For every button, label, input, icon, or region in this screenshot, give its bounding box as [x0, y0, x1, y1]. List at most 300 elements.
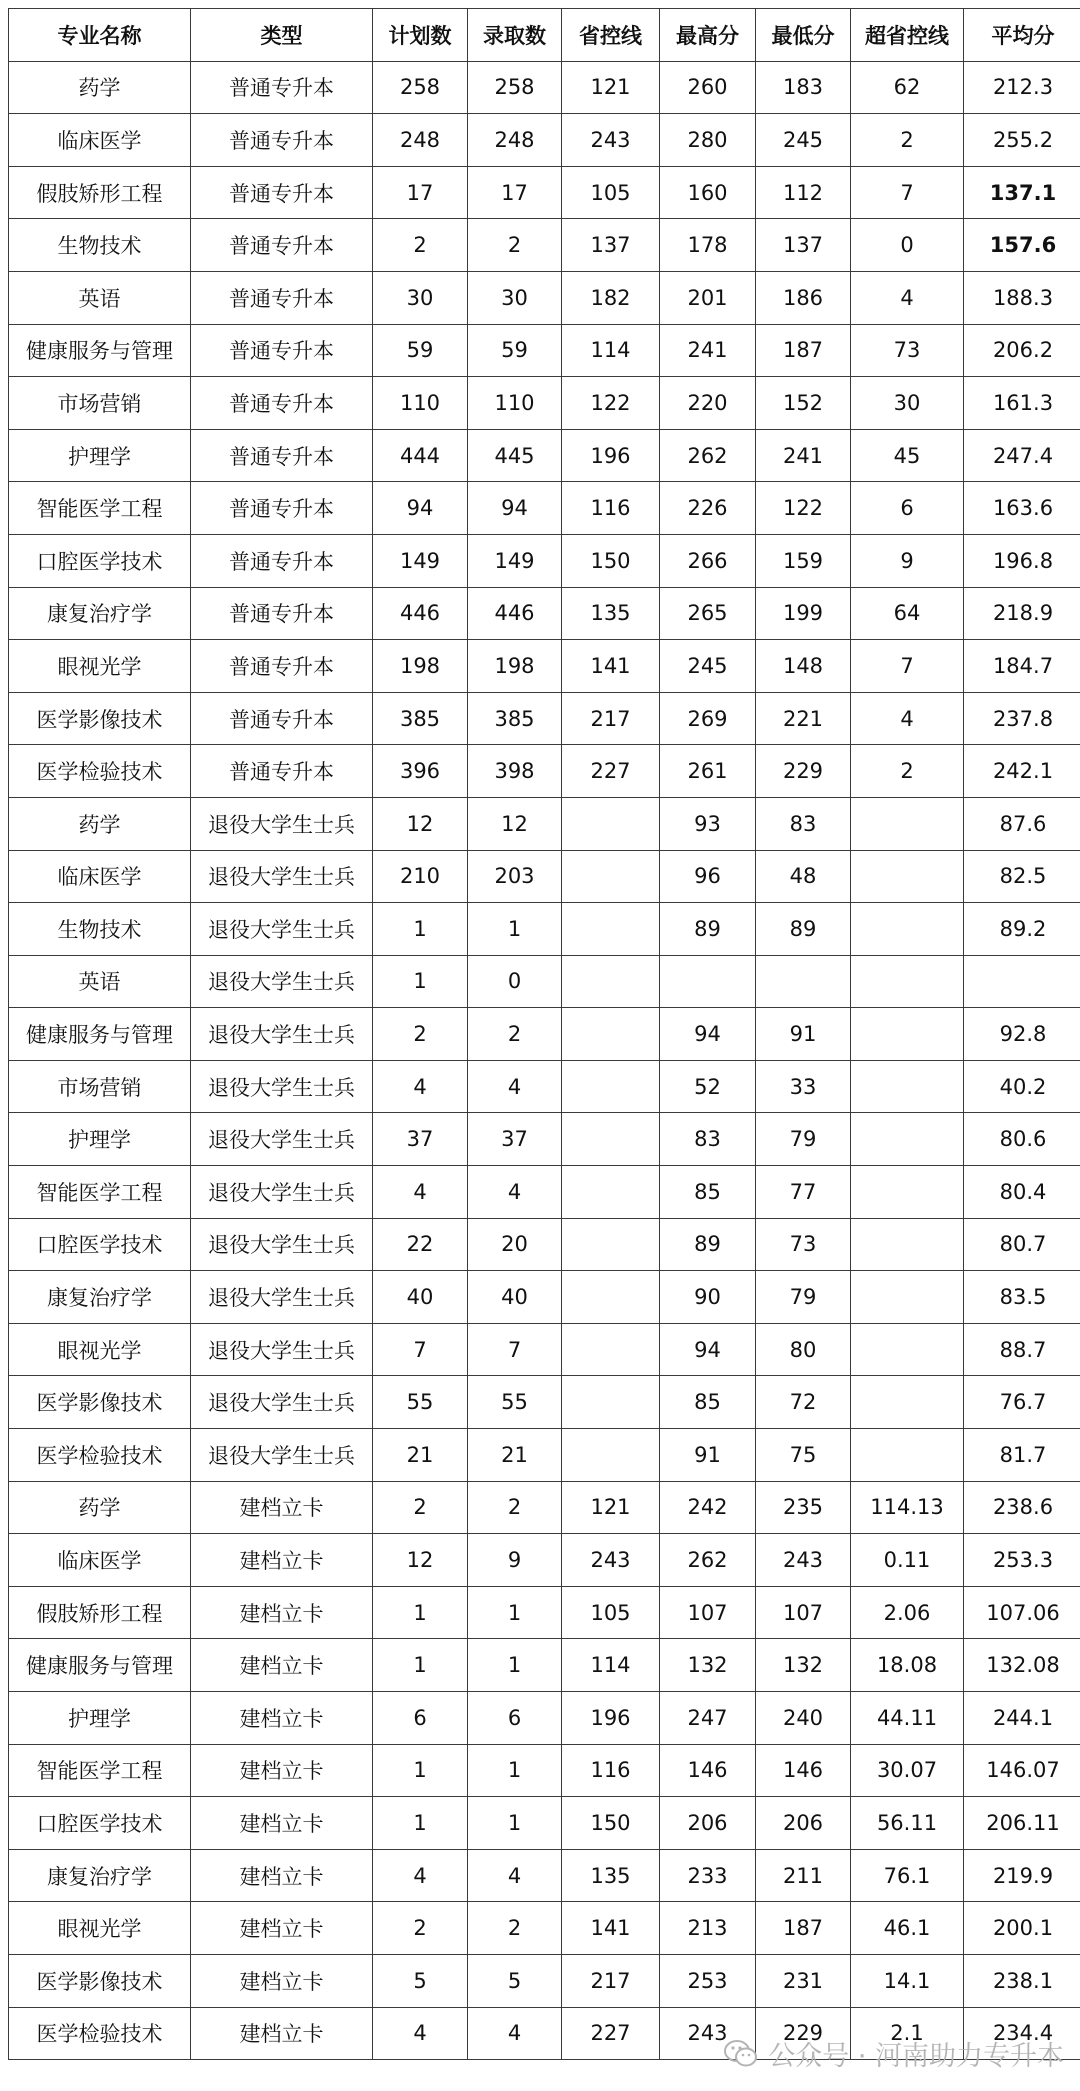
- cell-min-score: 221: [756, 692, 851, 745]
- cell-control-line: 141: [562, 640, 660, 693]
- cell-type: 建档立卡: [191, 1902, 373, 1955]
- cell-major: 口腔医学技术: [9, 1797, 191, 1850]
- cell-avg-score: 83.5: [964, 1271, 1080, 1324]
- cell-type: 退役大学生士兵: [191, 903, 373, 956]
- cell-planned: 5: [373, 1954, 468, 2007]
- cell-planned: 1: [373, 955, 468, 1008]
- cell-major: 英语: [9, 955, 191, 1008]
- cell-max-score: 280: [660, 114, 756, 167]
- cell-control-line: [562, 903, 660, 956]
- cell-major: 假肢矫形工程: [9, 1586, 191, 1639]
- cell-above-line: [851, 1429, 964, 1482]
- cell-avg-score: 218.9: [964, 587, 1080, 640]
- table-row: [9, 1744, 1080, 1797]
- cell-type: 退役大学生士兵: [191, 1218, 373, 1271]
- cell-above-line: 114.13: [851, 1481, 964, 1534]
- cell-above-line: 9: [851, 534, 964, 587]
- cell-min-score: 73: [756, 1218, 851, 1271]
- cell-major: 智能医学工程: [9, 482, 191, 535]
- cell-min-score: 229: [756, 2007, 851, 2060]
- cell-max-score: 213: [660, 1902, 756, 1955]
- cell-type: 普通专升本: [191, 692, 373, 745]
- cell-type: 普通专升本: [191, 745, 373, 798]
- cell-admitted: 258: [468, 61, 562, 114]
- cell-type: 退役大学生士兵: [191, 955, 373, 1008]
- cell-min-score: 72: [756, 1376, 851, 1429]
- cell-major: 护理学: [9, 1113, 191, 1166]
- cell-avg-score: 146.07: [964, 1744, 1080, 1797]
- cell-avg-score: 80.7: [964, 1218, 1080, 1271]
- cell-major: 康复治疗学: [9, 587, 191, 640]
- cell-admitted: 30: [468, 271, 562, 324]
- cell-max-score: 85: [660, 1166, 756, 1219]
- cell-control-line: 135: [562, 1849, 660, 1902]
- table-row: [9, 797, 1080, 850]
- table-row: [9, 1797, 1080, 1850]
- cell-above-line: 0: [851, 219, 964, 272]
- cell-major: 市场营销: [9, 377, 191, 430]
- cell-max-score: 93: [660, 797, 756, 850]
- table-row: [9, 903, 1080, 956]
- cell-planned: 258: [373, 61, 468, 114]
- cell-max-score: 132: [660, 1639, 756, 1692]
- cell-major: 口腔医学技术: [9, 1218, 191, 1271]
- cell-above-line: 2.06: [851, 1586, 964, 1639]
- cell-above-line: 64: [851, 587, 964, 640]
- cell-max-score: 261: [660, 745, 756, 798]
- cell-control-line: 105: [562, 1586, 660, 1639]
- cell-planned: 37: [373, 1113, 468, 1166]
- cell-type: 普通专升本: [191, 166, 373, 219]
- cell-max-score: 83: [660, 1113, 756, 1166]
- cell-max-score: 262: [660, 1534, 756, 1587]
- cell-type: 退役大学生士兵: [191, 1060, 373, 1113]
- cell-admitted: 446: [468, 587, 562, 640]
- cell-avg-score: 89.2: [964, 903, 1080, 956]
- cell-above-line: 4: [851, 271, 964, 324]
- cell-above-line: 62: [851, 61, 964, 114]
- cell-above-line: [851, 1113, 964, 1166]
- cell-planned: 21: [373, 1429, 468, 1482]
- cell-avg-score: 244.1: [964, 1692, 1080, 1745]
- table-row: [9, 271, 1080, 324]
- cell-control-line: 196: [562, 429, 660, 482]
- cell-above-line: [851, 903, 964, 956]
- cell-control-line: 227: [562, 745, 660, 798]
- cell-planned: 94: [373, 482, 468, 535]
- cell-planned: 4: [373, 2007, 468, 2060]
- table-row: [9, 219, 1080, 272]
- table-row: [9, 640, 1080, 693]
- cell-control-line: [562, 955, 660, 1008]
- cell-avg-score: 40.2: [964, 1060, 1080, 1113]
- cell-control-line: [562, 1060, 660, 1113]
- cell-avg-score: 206.2: [964, 324, 1080, 377]
- header-type: 类型: [191, 9, 373, 62]
- cell-control-line: 137: [562, 219, 660, 272]
- cell-control-line: [562, 850, 660, 903]
- cell-min-score: 122: [756, 482, 851, 535]
- cell-min-score: 79: [756, 1113, 851, 1166]
- cell-max-score: 107: [660, 1586, 756, 1639]
- cell-admitted: 2: [468, 1008, 562, 1061]
- cell-above-line: 46.1: [851, 1902, 964, 1955]
- cell-max-score: 89: [660, 1218, 756, 1271]
- cell-major: 假肢矫形工程: [9, 166, 191, 219]
- header-admitted: 录取数: [468, 9, 562, 62]
- cell-planned: 248: [373, 114, 468, 167]
- cell-control-line: [562, 1271, 660, 1324]
- table-row: [9, 166, 1080, 219]
- cell-min-score: 186: [756, 271, 851, 324]
- cell-avg-score: 163.6: [964, 482, 1080, 535]
- cell-type: 普通专升本: [191, 534, 373, 587]
- cell-admitted: 17: [468, 166, 562, 219]
- cell-max-score: 201: [660, 271, 756, 324]
- cell-max-score: 253: [660, 1954, 756, 2007]
- cell-major: 眼视光学: [9, 1902, 191, 1955]
- cell-type: 普通专升本: [191, 114, 373, 167]
- cell-avg-score: 107.06: [964, 1586, 1080, 1639]
- cell-above-line: 2.1: [851, 2007, 964, 2060]
- cell-min-score: 137: [756, 219, 851, 272]
- table-row: [9, 114, 1080, 167]
- cell-type: 退役大学生士兵: [191, 1271, 373, 1324]
- cell-planned: 1: [373, 903, 468, 956]
- cell-type: 普通专升本: [191, 61, 373, 114]
- cell-min-score: 240: [756, 1692, 851, 1745]
- cell-major: 临床医学: [9, 1534, 191, 1587]
- cell-min-score: 132: [756, 1639, 851, 1692]
- cell-control-line: [562, 797, 660, 850]
- cell-type: 建档立卡: [191, 1954, 373, 2007]
- cell-avg-score: 242.1: [964, 745, 1080, 798]
- cell-max-score: 266: [660, 534, 756, 587]
- cell-control-line: 182: [562, 271, 660, 324]
- cell-above-line: [851, 955, 964, 1008]
- cell-major: 护理学: [9, 1692, 191, 1745]
- cell-min-score: 83: [756, 797, 851, 850]
- cell-planned: 149: [373, 534, 468, 587]
- cell-major: 医学检验技术: [9, 1429, 191, 1482]
- table-row: [9, 1060, 1080, 1113]
- cell-admitted: 1: [468, 903, 562, 956]
- cell-max-score: 265: [660, 587, 756, 640]
- cell-max-score: 94: [660, 1323, 756, 1376]
- cell-avg-score: 247.4: [964, 429, 1080, 482]
- cell-type: 普通专升本: [191, 429, 373, 482]
- cell-planned: 59: [373, 324, 468, 377]
- cell-admitted: 4: [468, 1166, 562, 1219]
- cell-control-line: 116: [562, 482, 660, 535]
- cell-type: 普通专升本: [191, 482, 373, 535]
- cell-max-score: 146: [660, 1744, 756, 1797]
- cell-major: 健康服务与管理: [9, 324, 191, 377]
- cell-above-line: [851, 1008, 964, 1061]
- cell-avg-score: 132.08: [964, 1639, 1080, 1692]
- cell-min-score: 235: [756, 1481, 851, 1534]
- cell-admitted: 2: [468, 1902, 562, 1955]
- cell-planned: 22: [373, 1218, 468, 1271]
- cell-major: 生物技术: [9, 219, 191, 272]
- cell-major: 康复治疗学: [9, 1271, 191, 1324]
- cell-type: 建档立卡: [191, 1692, 373, 1745]
- cell-admitted: 7: [468, 1323, 562, 1376]
- cell-control-line: 121: [562, 61, 660, 114]
- cell-type: 建档立卡: [191, 1639, 373, 1692]
- cell-type: 退役大学生士兵: [191, 1376, 373, 1429]
- cell-avg-score: 237.8: [964, 692, 1080, 745]
- cell-avg-score: 80.6: [964, 1113, 1080, 1166]
- cell-min-score: 77: [756, 1166, 851, 1219]
- cell-avg-score: 188.3: [964, 271, 1080, 324]
- cell-admitted: 37: [468, 1113, 562, 1166]
- cell-type: 退役大学生士兵: [191, 797, 373, 850]
- table-row: [9, 482, 1080, 535]
- cell-planned: 385: [373, 692, 468, 745]
- cell-planned: 2: [373, 219, 468, 272]
- cell-min-score: 107: [756, 1586, 851, 1639]
- cell-control-line: [562, 1429, 660, 1482]
- cell-avg-score: 80.4: [964, 1166, 1080, 1219]
- header-major: 专业名称: [9, 9, 191, 62]
- cell-control-line: 227: [562, 2007, 660, 2060]
- cell-control-line: 135: [562, 587, 660, 640]
- cell-planned: 396: [373, 745, 468, 798]
- cell-major: 医学影像技术: [9, 692, 191, 745]
- table-row: [9, 429, 1080, 482]
- table-row: [9, 1954, 1080, 2007]
- cell-admitted: 4: [468, 1060, 562, 1113]
- cell-max-score: 178: [660, 219, 756, 272]
- cell-min-score: 48: [756, 850, 851, 903]
- cell-max-score: 90: [660, 1271, 756, 1324]
- cell-avg-score: 81.7: [964, 1429, 1080, 1482]
- cell-planned: 1: [373, 1744, 468, 1797]
- cell-max-score: 269: [660, 692, 756, 745]
- cell-admitted: 248: [468, 114, 562, 167]
- cell-avg-score: 253.3: [964, 1534, 1080, 1587]
- cell-above-line: 30: [851, 377, 964, 430]
- cell-admitted: 5: [468, 1954, 562, 2007]
- cell-admitted: 398: [468, 745, 562, 798]
- cell-admitted: 12: [468, 797, 562, 850]
- cell-type: 建档立卡: [191, 1586, 373, 1639]
- table-row: [9, 1639, 1080, 1692]
- cell-max-score: 96: [660, 850, 756, 903]
- cell-control-line: [562, 1008, 660, 1061]
- cell-avg-score: 82.5: [964, 850, 1080, 903]
- cell-min-score: 146: [756, 1744, 851, 1797]
- cell-max-score: 52: [660, 1060, 756, 1113]
- cell-major: 康复治疗学: [9, 1849, 191, 1902]
- header-planned: 计划数: [373, 9, 468, 62]
- cell-planned: 210: [373, 850, 468, 903]
- cell-above-line: 2: [851, 114, 964, 167]
- cell-above-line: 2: [851, 745, 964, 798]
- cell-planned: 4: [373, 1849, 468, 1902]
- cell-major: 药学: [9, 61, 191, 114]
- cell-major: 药学: [9, 797, 191, 850]
- cell-admitted: 0: [468, 955, 562, 1008]
- cell-avg-score: 184.7: [964, 640, 1080, 693]
- header-avg-score: 平均分: [964, 9, 1080, 62]
- cell-type: 退役大学生士兵: [191, 1429, 373, 1482]
- cell-planned: 4: [373, 1166, 468, 1219]
- cell-avg-score: 88.7: [964, 1323, 1080, 1376]
- table-row: [9, 1376, 1080, 1429]
- cell-control-line: 243: [562, 1534, 660, 1587]
- table-row: [9, 1692, 1080, 1745]
- cell-max-score: 91: [660, 1429, 756, 1482]
- cell-above-line: 7: [851, 640, 964, 693]
- cell-planned: 40: [373, 1271, 468, 1324]
- cell-control-line: 243: [562, 114, 660, 167]
- cell-max-score: 233: [660, 1849, 756, 1902]
- table-row: [9, 1534, 1080, 1587]
- cell-avg-score: 87.6: [964, 797, 1080, 850]
- cell-above-line: 14.1: [851, 1954, 964, 2007]
- cell-max-score: 160: [660, 166, 756, 219]
- cell-avg-score: 161.3: [964, 377, 1080, 430]
- cell-admitted: 1: [468, 1797, 562, 1850]
- cell-major: 医学检验技术: [9, 745, 191, 798]
- cell-major: 市场营销: [9, 1060, 191, 1113]
- table-body: [9, 61, 1080, 2060]
- cell-planned: 4: [373, 1060, 468, 1113]
- cell-admitted: 9: [468, 1534, 562, 1587]
- table-row: [9, 61, 1080, 114]
- cell-above-line: [851, 1166, 964, 1219]
- cell-control-line: [562, 1166, 660, 1219]
- cell-control-line: 114: [562, 324, 660, 377]
- cell-planned: 444: [373, 429, 468, 482]
- cell-max-score: 85: [660, 1376, 756, 1429]
- cell-max-score: 260: [660, 61, 756, 114]
- cell-control-line: [562, 1218, 660, 1271]
- cell-max-score: 89: [660, 903, 756, 956]
- cell-control-line: [562, 1323, 660, 1376]
- table-row: [9, 2007, 1080, 2060]
- cell-max-score: 245: [660, 640, 756, 693]
- cell-control-line: 116: [562, 1744, 660, 1797]
- cell-admitted: 149: [468, 534, 562, 587]
- cell-above-line: [851, 797, 964, 850]
- table-row: [9, 955, 1080, 1008]
- cell-major: 医学影像技术: [9, 1376, 191, 1429]
- cell-avg-score: 255.2: [964, 114, 1080, 167]
- cell-above-line: 6: [851, 482, 964, 535]
- cell-avg-score: 238.6: [964, 1481, 1080, 1534]
- cell-avg-score: 206.11: [964, 1797, 1080, 1850]
- cell-admitted: 59: [468, 324, 562, 377]
- cell-min-score: 241: [756, 429, 851, 482]
- cell-major: 护理学: [9, 429, 191, 482]
- cell-max-score: 241: [660, 324, 756, 377]
- cell-min-score: 187: [756, 324, 851, 377]
- cell-above-line: 18.08: [851, 1639, 964, 1692]
- cell-control-line: 105: [562, 166, 660, 219]
- cell-type: 普通专升本: [191, 219, 373, 272]
- cell-avg-score: 76.7: [964, 1376, 1080, 1429]
- cell-max-score: 247: [660, 1692, 756, 1745]
- cell-planned: 1: [373, 1639, 468, 1692]
- cell-min-score: 199: [756, 587, 851, 640]
- cell-min-score: 79: [756, 1271, 851, 1324]
- cell-min-score: 211: [756, 1849, 851, 1902]
- cell-min-score: 112: [756, 166, 851, 219]
- table-row: [9, 1218, 1080, 1271]
- cell-max-score: 243: [660, 2007, 756, 2060]
- cell-planned: 110: [373, 377, 468, 430]
- cell-admitted: 4: [468, 1849, 562, 1902]
- cell-min-score: 148: [756, 640, 851, 693]
- cell-avg-score: 157.6: [964, 219, 1080, 272]
- cell-planned: 2: [373, 1008, 468, 1061]
- cell-avg-score: 200.1: [964, 1902, 1080, 1955]
- cell-max-score: 226: [660, 482, 756, 535]
- table-row: [9, 534, 1080, 587]
- cell-admitted: 110: [468, 377, 562, 430]
- cell-max-score: 206: [660, 1797, 756, 1850]
- cell-avg-score: 137.1: [964, 166, 1080, 219]
- cell-avg-score: 92.8: [964, 1008, 1080, 1061]
- cell-max-score: 262: [660, 429, 756, 482]
- header-max-score: 最高分: [660, 9, 756, 62]
- cell-major: 口腔医学技术: [9, 534, 191, 587]
- cell-avg-score: [964, 955, 1080, 1008]
- header-row: [9, 9, 1080, 62]
- cell-planned: 198: [373, 640, 468, 693]
- cell-admitted: 55: [468, 1376, 562, 1429]
- cell-type: 退役大学生士兵: [191, 1113, 373, 1166]
- table-row: [9, 692, 1080, 745]
- cell-above-line: [851, 1060, 964, 1113]
- cell-min-score: 243: [756, 1534, 851, 1587]
- cell-above-line: 44.11: [851, 1692, 964, 1745]
- table-row: [9, 1849, 1080, 1902]
- cell-above-line: 45: [851, 429, 964, 482]
- cell-major: 健康服务与管理: [9, 1639, 191, 1692]
- cell-admitted: 6: [468, 1692, 562, 1745]
- cell-max-score: [660, 955, 756, 1008]
- cell-min-score: 159: [756, 534, 851, 587]
- cell-major: 医学检验技术: [9, 2007, 191, 2060]
- cell-major: 生物技术: [9, 903, 191, 956]
- header-above-line: 超省控线: [851, 9, 964, 62]
- cell-planned: 30: [373, 271, 468, 324]
- cell-type: 普通专升本: [191, 640, 373, 693]
- cell-min-score: 206: [756, 1797, 851, 1850]
- cell-control-line: [562, 1113, 660, 1166]
- cell-above-line: 76.1: [851, 1849, 964, 1902]
- table-row: [9, 1902, 1080, 1955]
- cell-min-score: [756, 955, 851, 1008]
- cell-above-line: 7: [851, 166, 964, 219]
- cell-control-line: 217: [562, 1954, 660, 2007]
- table-row: [9, 1113, 1080, 1166]
- cell-admitted: 1: [468, 1586, 562, 1639]
- cell-type: 建档立卡: [191, 1534, 373, 1587]
- cell-min-score: 89: [756, 903, 851, 956]
- cell-planned: 55: [373, 1376, 468, 1429]
- cell-control-line: 150: [562, 534, 660, 587]
- cell-planned: 2: [373, 1481, 468, 1534]
- cell-above-line: [851, 1271, 964, 1324]
- cell-type: 退役大学生士兵: [191, 1323, 373, 1376]
- cell-above-line: 73: [851, 324, 964, 377]
- cell-planned: 7: [373, 1323, 468, 1376]
